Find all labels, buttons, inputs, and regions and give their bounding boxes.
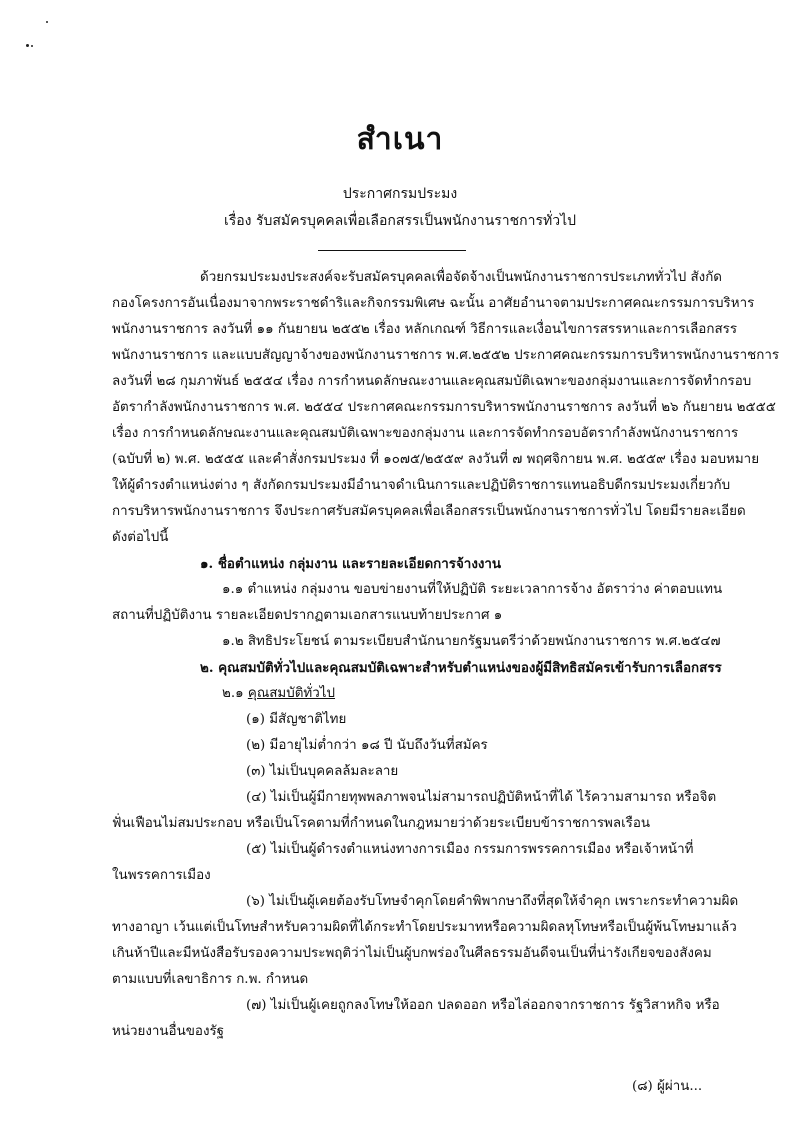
intro-line: ให้ผู้ดำรงตำแหน่งต่าง ๆ สังกัดกรมประมงมีอำนาจดำเนินการและปฏิบัติราชการแทนอธิบดีกรมประมงเกี่ยวกับ <box>112 478 731 493</box>
item-1-1-line: ๑.๑ ตำแหน่ง กลุ่มงาน ขอบข่ายงานที่ให้ปฏิบัติ ระยะเวลาการจ้าง อัตราว่าง ค่าตอบแทน <box>222 582 723 597</box>
announcement-subject: เรื่อง รับสมัครบุคคลเพื่อเลือกสรรเป็นพนักงานราชการทั่วไป <box>223 213 577 229</box>
section-2-heading: ๒. คุณสมบัติทั่วไปและคุณสมบัติเฉพาะสำหรับตำแหน่งของผู้มีสิทธิสมัครเข้ารับการเลือกสรร <box>200 660 722 676</box>
qualification-5-line: (๕) ไม่เป็นผู้ดำรงตำแหน่งทางการเมือง กรรมการพรรคการเมือง หรือเจ้าหน้าที่ <box>246 842 694 857</box>
header-divider <box>318 250 466 251</box>
copy-stamp-title: สำเนา <box>356 122 444 157</box>
intro-line: ด้วยกรมประมงประสงค์จะรับสมัครบุคคลเพื่อจัดจ้างเป็นพนักงานราชการประเภททั่วไป สังกัด <box>200 270 722 285</box>
intro-line: เรื่อง การกำหนดลักษณะงานและคุณสมบัติเฉพาะของกลุ่มงาน และการจัดทำกรอบอัตรากำลังพนักงานราชการ <box>112 426 739 441</box>
intro-line: ลงวันที่ ๒๘ กุมภาพันธ์ ๒๕๕๔ เรื่อง การกำหนดลักษณะงานและคุณสมบัติเฉพาะของกลุ่มงานและการจัดทำกรอบ <box>112 374 752 389</box>
qualification-2: (๒) มีอายุไม่ต่ำกว่า ๑๘ ปี นับถึงวันที่สมัคร <box>246 738 488 753</box>
qualification-7-line: (๗) ไม่เป็นผู้เคยถูกลงโทษให้ออก ปลดออก หรือไล่ออกจากราชการ รัฐวิสาหกิจ หรือ <box>246 998 720 1013</box>
intro-line: การบริหารพนักงานราชการ จึงประกาศรับสมัครบุคคลเพื่อเลือกสรรเป็นพนักงานราชการทั่วไป โดยมีรายละเอียด <box>112 504 746 519</box>
sub-2-1-number: ๒.๑ <box>222 686 244 701</box>
qualification-4-line: (๔) ไม่เป็นผู้มีกายทุพพลภาพจนไม่สามารถปฏิบัติหน้าที่ได้ ไร้ความสามารถ หรือจิต <box>246 790 717 805</box>
qualification-6-line: ตามแบบที่เลขาธิการ ก.พ. กำหนด <box>112 972 309 987</box>
intro-line: ดังต่อไปนี้ <box>112 530 169 545</box>
qualification-3: (๓) ไม่เป็นบุคคลล้มละลาย <box>246 764 399 779</box>
qualification-6-line: (๖) ไม่เป็นผู้เคยต้องรับโทษจำคุกโดยคำพิพากษาถึงที่สุดให้จำคุก เพราะกระทำความผิด <box>246 894 739 909</box>
scan-speck <box>26 44 29 47</box>
scan-speck <box>31 45 33 47</box>
qualification-6-line: เกินห้าปีและมีหนังสือรับรองความประพฤติว่าไม่เป็นผู้บกพร่องในศีลธรรมอันดีจนเป็นที่น่ารังเกียจของสังคม <box>112 946 712 961</box>
intro-line: กองโครงการอันเนื่องมาจากพระราชดำริและกิจกรรมพิเศษ ฉะนั้น อาศัยอำนาจตามประกาศคณะกรรมการบริหาร <box>112 296 755 311</box>
sub-2-1-title: คุณสมบัติทั่วไป <box>247 686 336 701</box>
intro-line: (ฉบับที่ ๒) พ.ศ. ๒๕๕๕ และคำสั่งกรมประมง ที่ ๑๐๗๕/๒๕๕๙ ลงวันที่ ๗ พฤศจิกายน พ.ศ. ๒๕๕๙ เรื่อง มอบหมาย <box>112 452 760 467</box>
qualification-7-line: หน่วยงานอื่นของรัฐ <box>112 1024 225 1039</box>
announcement-issuer: ประกาศกรมประมง <box>342 186 458 202</box>
intro-line: อัตรากำลังพนักงานราชการ พ.ศ. ๒๕๕๔ ประกาศคณะกรรมการบริหารพนักงานราชการ ลงวันที่ ๒๖ กันยายน ๒๕๕๕ <box>112 400 776 415</box>
item-1-2: ๑.๒ สิทธิประโยชน์ ตามระเบียบสำนักนายกรัฐมนตรีว่าด้วยพนักงานราชการ พ.ศ.๒๕๔๗ <box>222 634 721 649</box>
item-1-1-line: สถานที่ปฏิบัติงาน รายละเอียดปรากฏตามเอกสารแนบท้ายประกาศ ๑ <box>112 608 503 623</box>
intro-line: พนักงานราชการ และแบบสัญญาจ้างของพนักงานราชการ พ.ศ.๒๕๕๒ ประกาศคณะกรรมการบริหารพนักงานราชการ <box>112 348 780 363</box>
qualification-1: (๑) มีสัญชาติไทย <box>246 712 347 727</box>
qualification-6-line: ทางอาญา เว้นแต่เป็นโทษสำหรับความผิดที่ได้กระทำโดยประมาทหรือความผิดลหุโทษหรือเป็นผู้พ้นโทษมาแล้ว <box>112 920 737 935</box>
sub-2-1-heading <box>222 685 335 703</box>
scan-speck <box>46 21 48 23</box>
qualification-5-line: ในพรรคการเมือง <box>112 868 211 883</box>
section-1-heading: ๑. ชื่อตำแหน่ง กลุ่มงาน และรายละเอียดการจ้างงาน <box>200 556 502 572</box>
intro-line: พนักงานราชการ ลงวันที่ ๑๑ กันยายน ๒๕๕๒ เรื่อง หลักเกณฑ์ วิธีการและเงื่อนไขการสรรหาและการเลือกสรร <box>112 322 738 337</box>
continuation-marker: (๘) ผู้ผ่าน... <box>632 1079 703 1094</box>
qualification-4-line: ฟั่นเฟือนไม่สมประกอบ หรือเป็นโรคตามที่กำหนดในกฎหมายว่าด้วยระเบียบข้าราชการพลเรือน <box>112 816 651 831</box>
